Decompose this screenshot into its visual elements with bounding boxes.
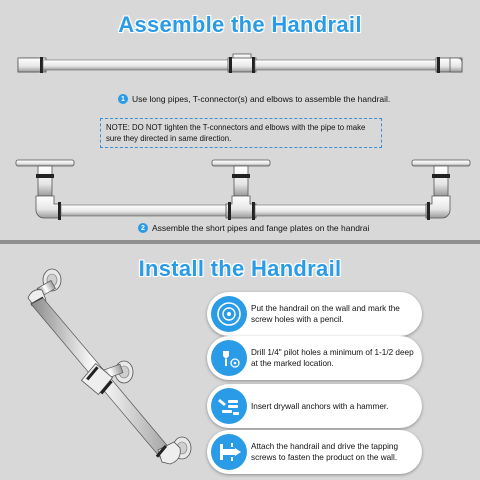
install-step-3-text: Insert drywall anchors with a hammer. xyxy=(251,401,389,411)
install-title: Install the Handrail xyxy=(138,256,342,281)
note-box: NOTE: DO NOT tighten the T-connectors and elbows with the pipe to make sure they directed in same direction. xyxy=(100,118,382,148)
target-icon xyxy=(211,296,247,332)
step-1-number: 1 xyxy=(118,94,128,104)
install-step-3-card xyxy=(207,384,422,428)
step-2-text: Assemble the short pipes and fange plates on the handrai xyxy=(152,223,370,233)
install-step-2-card xyxy=(207,336,422,380)
flange-pipe-diagram xyxy=(0,156,480,226)
step-1 xyxy=(118,94,390,104)
long-pipe-diagram xyxy=(0,44,480,94)
install-step-4-card xyxy=(207,430,422,474)
step-2 xyxy=(138,223,369,233)
install-step-1-card xyxy=(207,292,422,336)
step-2-number: 2 xyxy=(138,223,148,233)
anchor-icon xyxy=(211,388,247,424)
install-section xyxy=(0,244,480,480)
install-step-2-text: Drill 1/4" pilot holes a minimum of 1-1/2 deep at the marked location. xyxy=(251,348,414,368)
assemble-title: Assemble the Handrail xyxy=(118,12,362,37)
install-step-1-text: Put the handrail on the wall and mark the screw holes with a pencil. xyxy=(251,304,400,324)
diagonal-handrail-diagram xyxy=(0,260,200,480)
screw-icon xyxy=(211,434,247,470)
drill-icon xyxy=(211,340,247,376)
install-step-4-text: Attach the handrail and drive the tapping screws to fasten the product on the wall. xyxy=(251,442,399,462)
step-1-text: Use long pipes, T-connector(s) and elbows to assemble the handrail. xyxy=(132,94,391,104)
